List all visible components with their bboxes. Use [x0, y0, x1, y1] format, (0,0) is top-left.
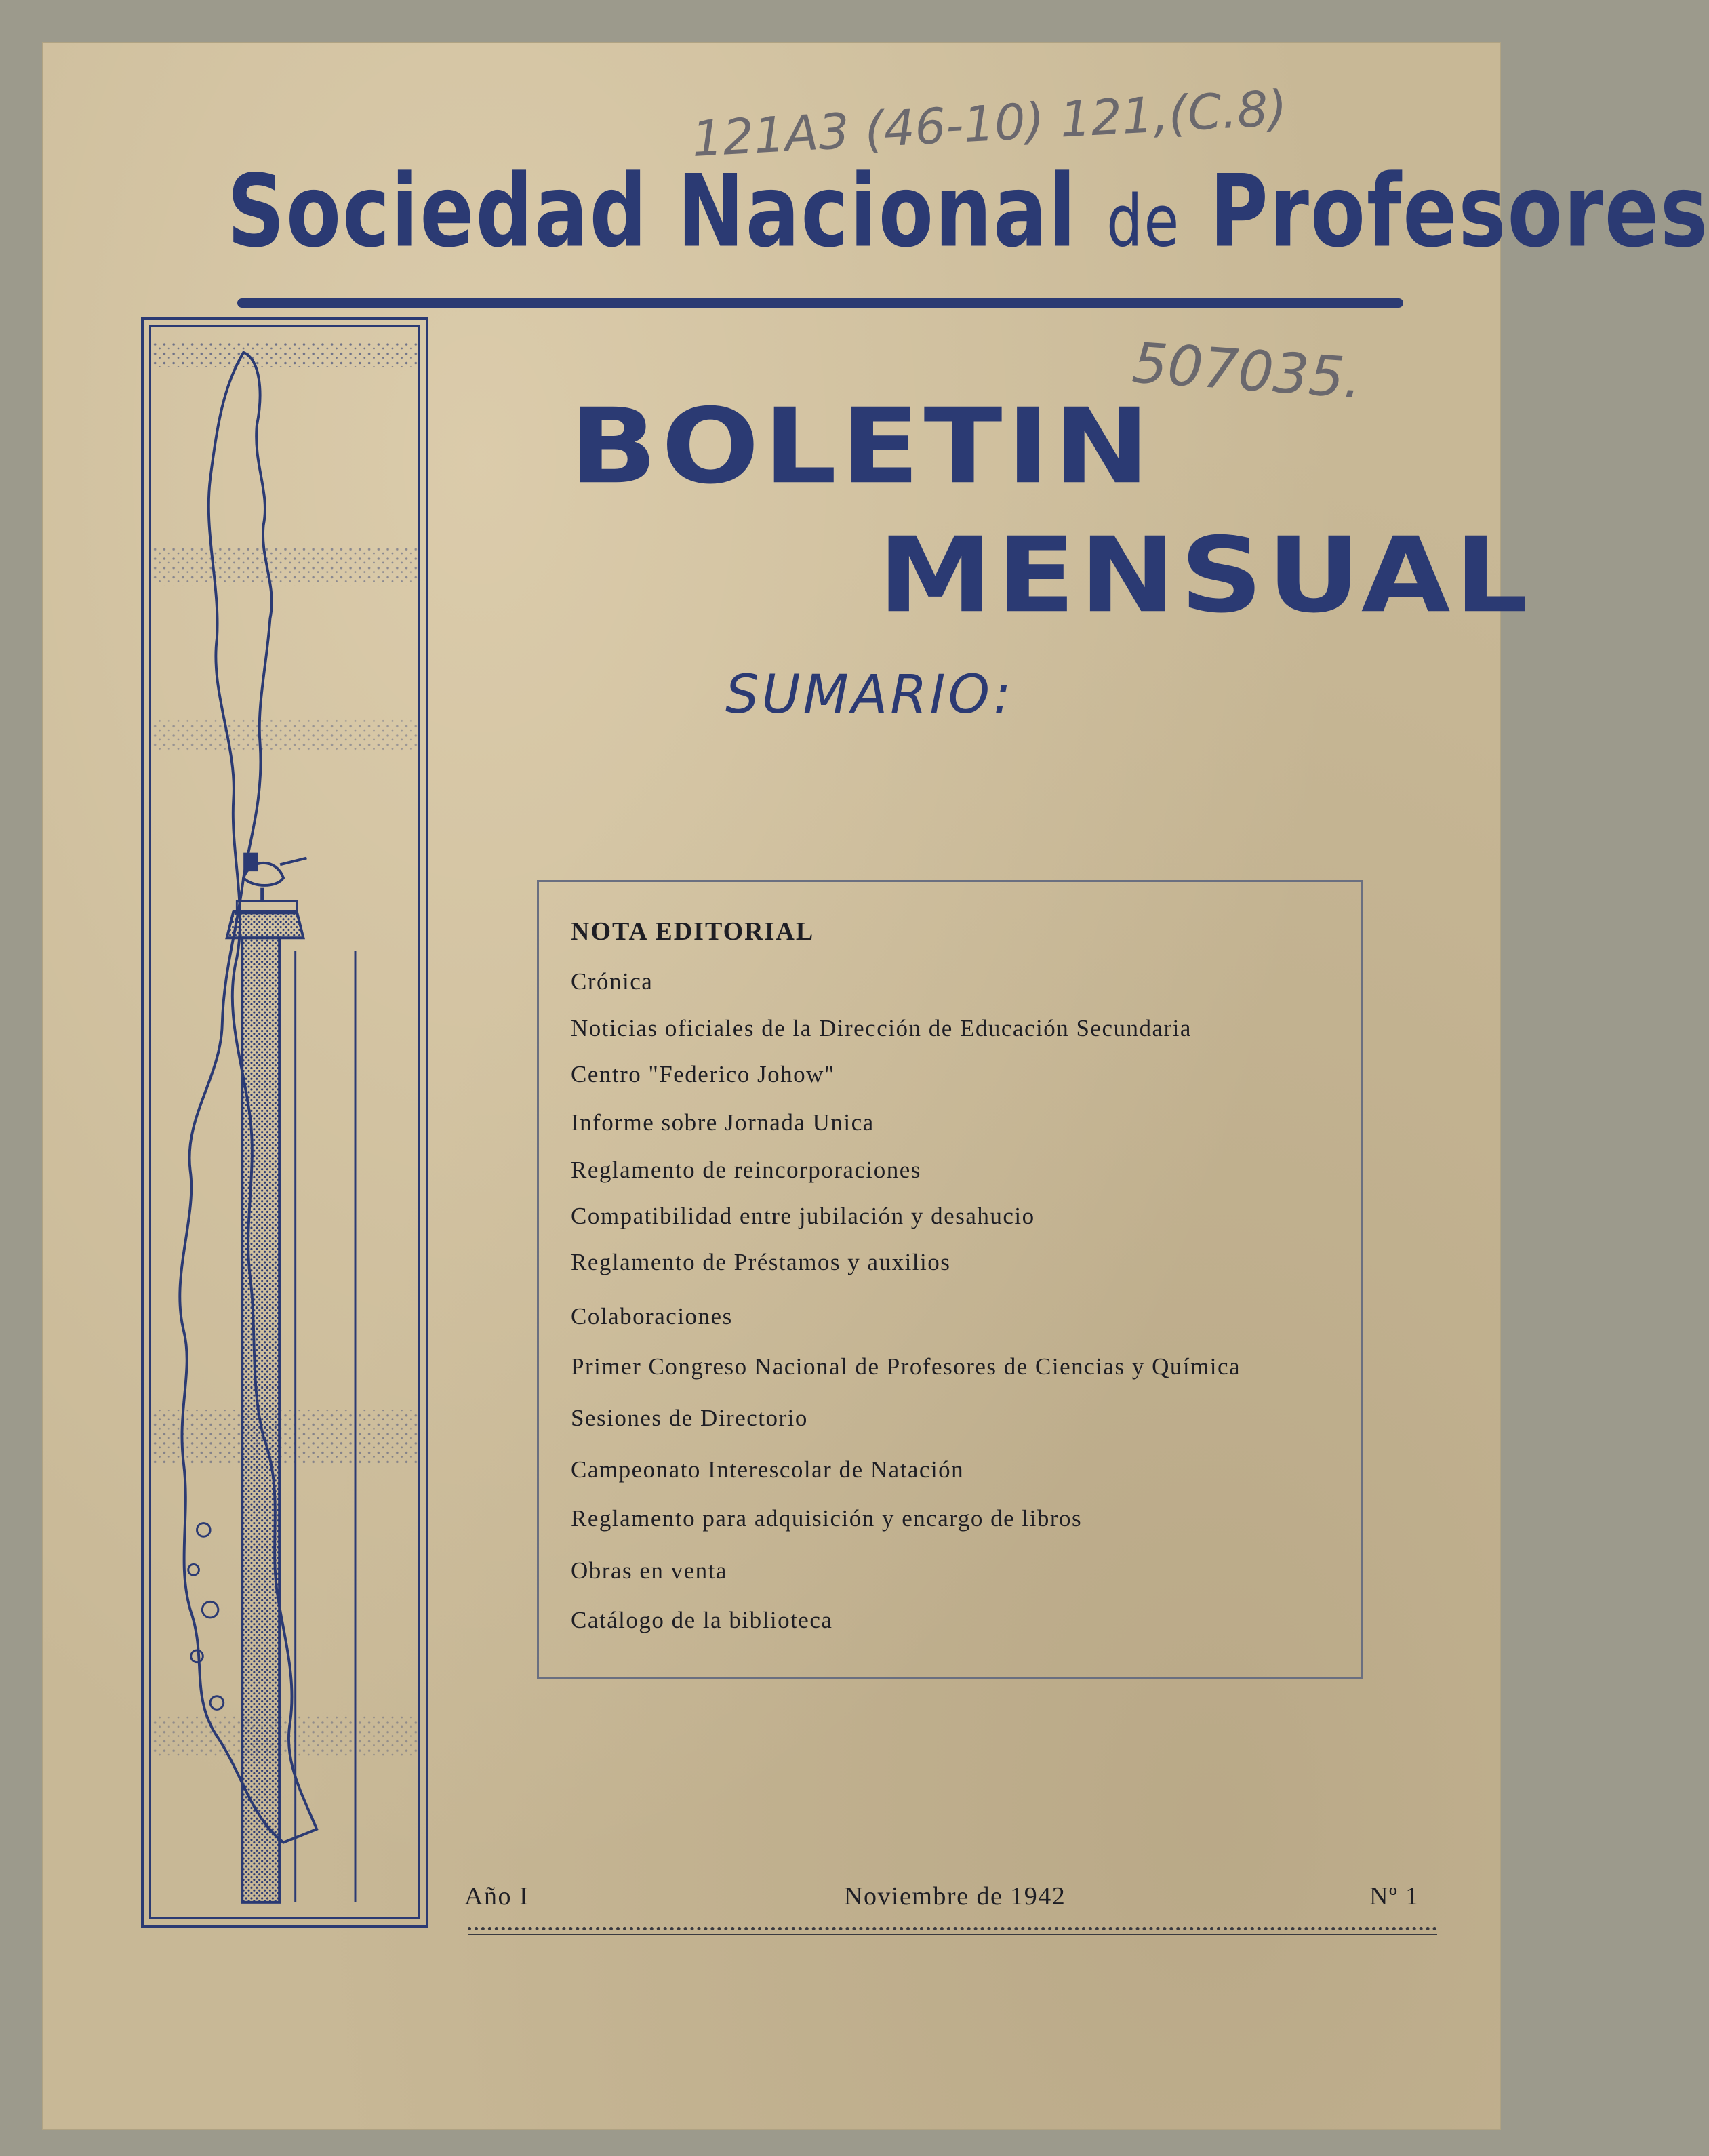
footer-year: Año I [464, 1882, 529, 1911]
society-name-part1: Sociedad Nacional [227, 153, 1078, 270]
header-rule [237, 298, 1403, 308]
footer-date: Noviembre de 1942 [844, 1882, 1066, 1911]
illustration-frame [141, 317, 428, 1928]
toc-item-obras-en-venta: Obras en venta [571, 1557, 727, 1584]
toc-item-cronica: Crónica [571, 968, 654, 995]
toc-item-noticias-oficiales: Noticias oficiales de la Dirección de Educación Secundaria [571, 1015, 1192, 1041]
title-line-2: MENSUAL [878, 515, 1532, 637]
toc-item-reglamento-prestamos: Reglamento de Préstamos y auxilios [571, 1249, 951, 1275]
toc-item-campeonato-natacion: Campeonato Interescolar de Natación [571, 1456, 965, 1483]
sumario-label: SUMARIO: [725, 664, 1014, 725]
title-line-1: BOLETIN [569, 386, 1154, 508]
handwritten-call-number: 121A3 (46-10) 121,(C.8) [690, 79, 1289, 167]
toc-item-colaboraciones: Colaboraciones [571, 1303, 733, 1330]
toc-item-sesiones-directorio: Sesiones de Directorio [571, 1405, 808, 1431]
toc-item-informe-jornada-unica: Informe sobre Jornada Unica [571, 1109, 874, 1136]
map-column-illustration [144, 320, 426, 1925]
toc-item-reglamento-reincorporaciones: Reglamento de reincorporaciones [571, 1157, 921, 1183]
toc-item-centro-federico-johow: Centro "Federico Johow" [571, 1061, 835, 1087]
toc-item-catalogo-biblioteca: Catálogo de la biblioteca [571, 1607, 833, 1633]
handwritten-inventory-number: 507035. [1130, 331, 1364, 412]
society-name-part2: Profesores [1209, 153, 1709, 270]
society-name [227, 153, 1709, 322]
footer-rule [468, 1934, 1437, 1935]
society-name-de: de [1106, 180, 1181, 263]
toc-item-reglamento-libros: Reglamento para adquisición y encargo de libros [571, 1505, 1083, 1532]
footer-issue-number: Nº 1 [1369, 1882, 1420, 1911]
toc-item-primer-congreso: Primer Congreso Nacional de Profesores de Ciencias y Química [571, 1353, 1241, 1380]
footer-dotted-rule [468, 1927, 1437, 1930]
toc-item-nota-editorial: NOTA EDITORIAL [571, 917, 815, 946]
toc-item-compatibilidad-jubilacion: Compatibilidad entre jubilación y desahucio [571, 1203, 1035, 1229]
